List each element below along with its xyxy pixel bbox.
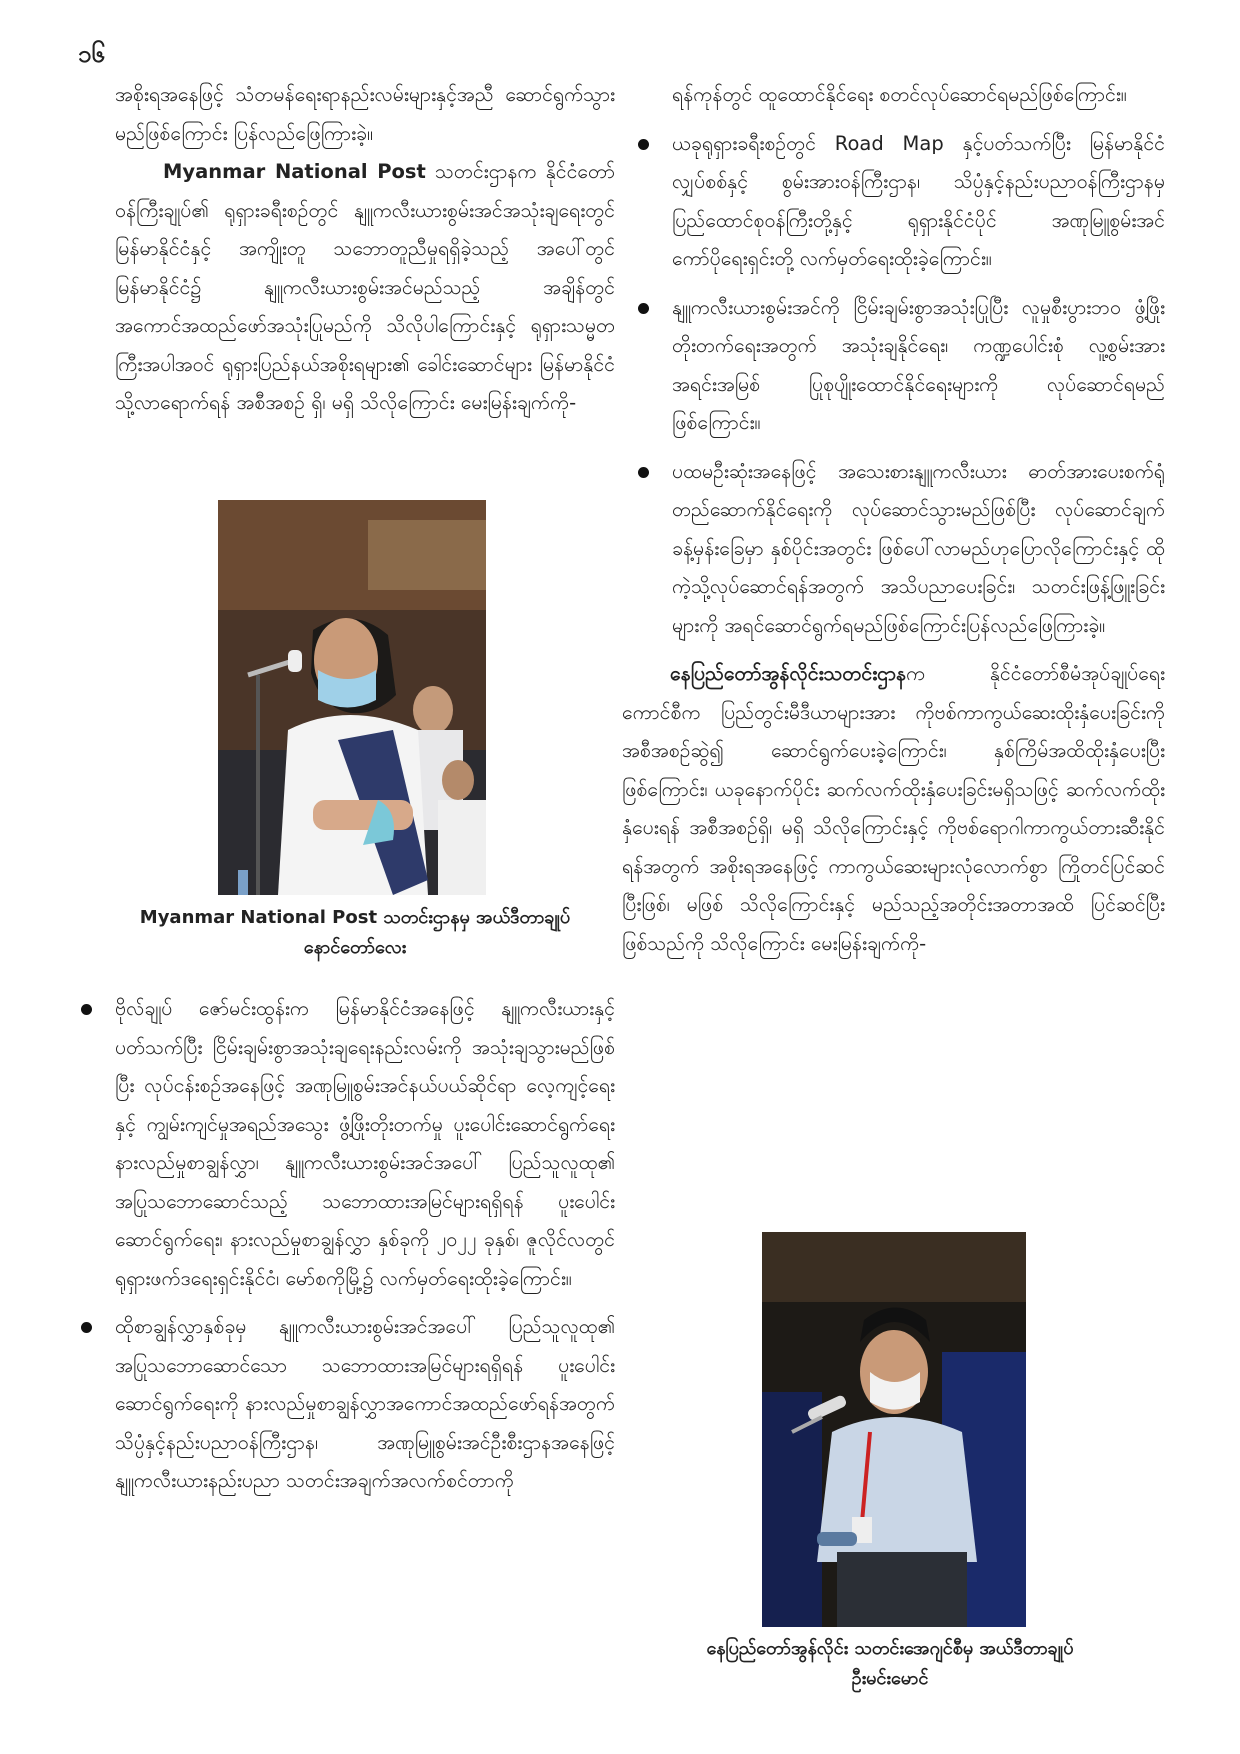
outlet-name-bold: Myanmar National Post [163, 160, 426, 183]
right-paragraph-text: က နိုင်ငံတော်စီမံအုပ်ချုပ်ရေးကောင်စီက ပြည်တွင်းမီဒီယာများအား ကိုဗစ်ကာကွယ်ဆေးထိုးနှံပေးခြင်းကို အစီအစဉ်ဆွဲ၍ ဆောင်ရွက်ပေးခဲ့ကြောင်း၊ နှစ်ကြိမ်အထိထိုးနှံပေးပြီးဖြစ်ကြောင်း၊ ယခုနောက်ပိုင်း ဆက်လက်ထိုးနှံပေးခြင်းမရှိသဖြင့် ဆက်လက်ထိုးနှံပေးရန် အစီအစဉ်ရှိ၊ မရှိ သိလိုကြောင်းနှင့် ကိုဗစ်ရောဂါကာကွယ်တားဆီးနိုင်ရန်အတွက် အစိုးရအနေဖြင့် ကာကွယ်ဆေးများလုံလောက်စွာ ကြိုတင်ပြင်ဆင်ပြီးဖြစ်၊ မဖြစ် သိလိုကြောင်းနှင့် မည်သည့်အတိုင်းအတာအထိ ပြင်ဆင်ပြီးဖြစ်သည်ကို သိလိုကြောင်း မေးမြန်းချက်ကို- [622, 662, 1165, 955]
bullet-text: ဗိုလ်ချုပ် ဇော်မင်းထွန်းက မြန်မာနိုင်ငံအနေဖြင့် နျူကလီးယားနှင့်ပတ်သက်ပြီး ငြိမ်းချမ်းစွာအသုံးချရေးနည်းလမ်းကို အသုံးချသွားမည်ဖြစ်ပြီး လုပ်ငန်းစဉ်အနေဖြင့် အဏုမြူစွမ်းအင်နယ်ပယ်ဆိုင်ရာ လေ့ကျင့်ရေးနှင့် ကျွမ်းကျင်မှုအရည်အသွေး ဖွံ့ဖြိုးတိုးတက်မှု ပူးပေါင်းဆောင်ရွက်ရေး နားလည်မှုစာချွန်လွှာ၊ နျူကလီးယားစွမ်းအင်အပေါ် ပြည်သူလူထု၏ အပြုသဘောဆောင်သည့် သဘောထားအမြင်များရရှိရန် ပူးပေါင်းဆောင်ရွက်ရေး၊ နားလည်မှုစာချွန်လွှာ နှစ်ခုကို ၂၀၂၂ ခုနှစ်၊ ဇူလိုင်လတွင် ရုရှားဖက်ဒရေးရှင်းနိုင်ငံ၊ မော်စကိုမြို့၌ လက်မှတ်ရေးထိုးခဲ့ကြောင်း။ [115, 997, 615, 1290]
photo-2-caption [630, 1634, 1150, 1694]
right-column [622, 76, 1165, 963]
photo-1-caption-line-1: Myanmar National Post သတင်းဌာနမှ အယ်ဒီတာချုပ် [139, 907, 571, 928]
photo-2-caption-line-2: ဦးမင်းမောင် [851, 1668, 929, 1689]
photo-1-caption-line-2: နောင်တော်လေး [303, 937, 407, 958]
right-bullet-list [630, 76, 1165, 645]
list-item-continuation [630, 76, 1165, 115]
left-paragraph-2-text: သတင်းဌာနက နိုင်ငံတော်ဝန်ကြီးချုပ်၏ ရုရှားခရီးစဉ်တွင် နျူကလီးယားစွမ်းအင်အသုံးချရေးတွင် မြန်မာနိုင်ငံနှင့် အကျိုးတူ သဘောတူညီမှုရရှိခဲ့သည့် အပေါ်တွင် မြန်မာနိုင်ငံ၌ နျူကလီးယားစွမ်းအင်မည်သည့် အချိန်တွင် အကောင်အထည်ဖော်အသုံးပြုမည်ကို သိလိုပါကြောင်းနှင့် ရုရှားသမ္မတကြီးအပါအဝင် ရုရှားပြည်နယ်အစိုးရများ၏ ခေါင်းဆောင်များ မြန်မာနိုင်ငံသို့လာရောက်ရန် အစီအစဉ် ရှိ၊ မရှိ သိလိုကြောင်း မေးမြန်းချက်ကို- [115, 160, 615, 414]
left-paragraph-2 [115, 153, 615, 423]
list-item [630, 125, 1165, 279]
bullet-text: ပထမဦးဆုံးအနေဖြင့် အသေးစားနျူကလီးယား ဓာတ်အားပေးစက်ရုံတည်ဆောက်နိုင်ရေးကို လုပ်ဆောင်သွားမည်ဖြစ်ပြီး လုပ်ဆောင်ချက်ခန့်မှန်းခြေမှာ နှစ်ပိုင်းအတွင်း ဖြစ်ပေါ်လာမည်ဟုပြောလိုကြောင်းနှင့် ထိုကဲ့သို့လုပ်ဆောင်ရန်အတွက် အသိပညာပေးခြင်း၊ သတင်းဖြန့်ဖြူးခြင်းများကို အရင်ဆောင်ရွက်ရမည်ဖြစ်ကြောင်းပြန်လည်ဖြေကြားခဲ့။ [672, 459, 1165, 637]
bullet-icon [81, 1322, 92, 1333]
list-item [73, 990, 615, 1298]
bullet-text: ယခုရုရှားခရီးစဉ်တွင် Road Map နှင့်ပတ်သက်ပြီး မြန်မာနိုင်ငံလျှပ်စစ်နှင့် စွမ်းအားဝန်ကြီးဌာန၊ သိပ္ပံနှင့်နည်းပညာဝန်ကြီးဌာနမှ ပြည်ထောင်စုဝန်ကြီးတို့နှင့် ရုရှားနိုင်ငံပိုင် အဏုမြူစွမ်းအင်ကော်ပိုရေးရှင်းတို့ လက်မှတ်ရေးထိုးခဲ့ကြောင်း။ [672, 131, 1165, 270]
photo-editor-nyaungtawlay [218, 500, 486, 895]
left-bullet-list [73, 990, 615, 1501]
left-paragraph-1: အစိုးရအနေဖြင့် သံတမန်ရေးရာနည်းလမ်းများနှင့်အညီ ဆောင်ရွက်သွားမည်ဖြစ်ကြောင်း ပြန်လည်ဖြေကြားခဲ့။ [115, 83, 615, 145]
left-column-top [115, 76, 615, 423]
list-item [630, 289, 1165, 443]
list-item [73, 1308, 615, 1501]
photo-1-caption [115, 903, 595, 963]
bullet-icon [638, 139, 649, 150]
bullet-text: ထိုစာချွန်လွှာနှစ်ခုမှ နျူကလီးယားစွမ်းအင်အပေါ် ပြည်သူလူထု၏ အပြုသဘောဆောင်သော သဘောထားအမြင်များရရှိရန် ပူးပေါင်းဆောင်ရွက်ရေးကို နားလည်မှုစာချွန်လွှာအကောင်အထည်ဖော်ရန်အတွက် သိပ္ပံနှင့်နည်းပညာဝန်ကြီးဌာန၊ အဏုမြူစွမ်းအင်ဦးစီးဌာနအနေဖြင့် နျူကလီးယားနည်းပညာ သတင်းအချက်အလက်စင်တာကို [115, 1315, 615, 1492]
bullet-icon [81, 1004, 92, 1015]
outlet-name-bold-2: နေပြည်တော်အွန်လိုင်းသတင်းဌာန [670, 662, 907, 685]
page-number: ၁၆ [78, 40, 105, 68]
photo-editor-minmaung [762, 1232, 1026, 1627]
bullet-icon [638, 467, 649, 478]
continued-text: ရန်ကုန်တွင် ထူထောင်နိုင်ရေး စတင်လုပ်ဆောင်ရမည်ဖြစ်ကြောင်း။ [672, 83, 1127, 106]
photo-2-illustration [762, 1232, 1026, 1627]
photo-2-caption-line-1: နေပြည်တော်အွန်လိုင်း သတင်းအေဂျင်စီမှ အယ်ဒီတာချုပ် [706, 1638, 1074, 1659]
photo-1-illustration [218, 500, 486, 895]
right-paragraph-naypyitaw [622, 655, 1165, 963]
bullet-icon [638, 303, 649, 314]
left-column-bullets [73, 990, 615, 1511]
bullet-text: နျူကလီးယားစွမ်းအင်ကို ငြိမ်းချမ်းစွာအသုံးပြုပြီး လူမှုစီးပွားဘဝ ဖွံ့ဖြိုးတိုးတက်ရေးအတွက် အသုံးချနိုင်ရေး၊ ကဏ္ဍပေါင်းစုံ လူ့စွမ်းအားအရင်းအမြစ် ပြုစုပျိုးထောင်နိုင်ရေးများကို လုပ်ဆောင်ရမည်ဖြစ်ကြောင်း။ [672, 295, 1165, 434]
list-item [630, 453, 1165, 646]
